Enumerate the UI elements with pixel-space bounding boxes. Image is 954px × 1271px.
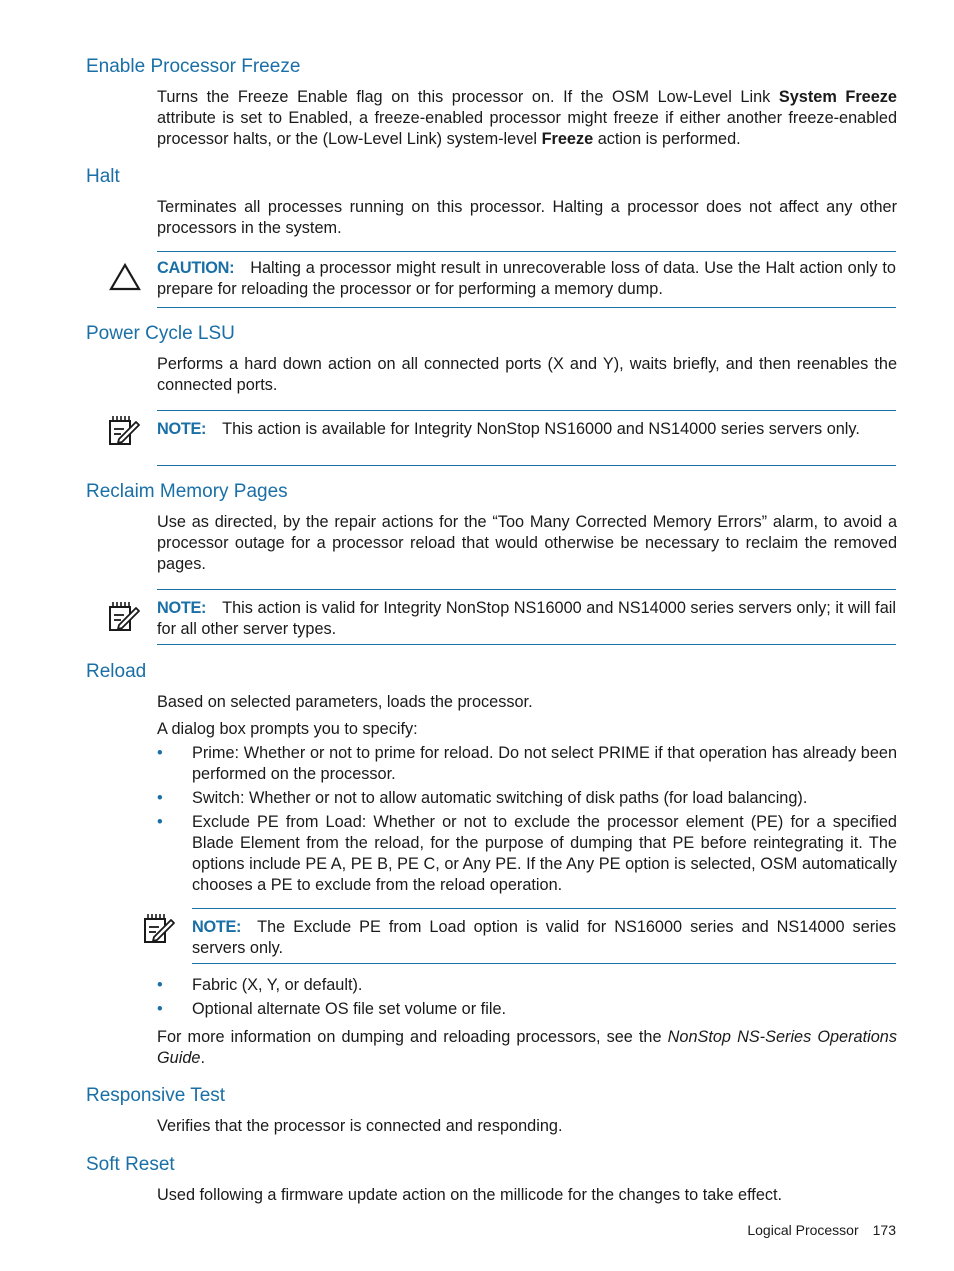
list-item-text: Optional alternate OS file set volume or file.	[192, 1000, 507, 1018]
bullet-dot: •	[157, 1000, 163, 1018]
reclaim-body: Use as directed, by the repair actions for the “Too Many Corrected Memory Errors” alarm, to avoid a processor outage for a processor reload that would otherwise be necessary to reclaim the removed pages.	[157, 513, 897, 573]
heading-reclaim-memory-pages: Reclaim Memory Pages	[86, 481, 288, 502]
list-item	[157, 812, 897, 896]
text-run: .	[200, 1049, 205, 1067]
text-run: attribute is set to Enabled, a freeze-enabled processor might freeze if either another freeze-enabled processor halts, or the (Low-Level Link) system-level	[157, 109, 897, 148]
caution-triangle-icon	[108, 262, 142, 292]
heading-power-cycle-lsu: Power Cycle LSU	[86, 323, 235, 344]
list-item	[157, 788, 897, 809]
page-footer	[733, 1222, 896, 1238]
halt-body: Terminates all processes running on this processor. Halting a processor does not affect any other processors in the system.	[157, 198, 897, 237]
heading-soft-reset: Soft Reset	[86, 1154, 175, 1175]
text-run: action is performed.	[593, 130, 741, 148]
bold-term: Freeze	[541, 130, 594, 148]
reload-more-info	[157, 1027, 897, 1069]
text-run: Turns the Freeze Enable flag on this processor on. If the OSM Low-Level Link	[157, 88, 779, 106]
bullet-dot: •	[157, 813, 163, 831]
footer-section-title: Logical Processor	[747, 1222, 859, 1238]
bullet-dot: •	[157, 976, 163, 994]
bullet-dot: •	[157, 789, 163, 807]
caution-label: CAUTION:	[157, 259, 235, 277]
list-item	[157, 999, 897, 1020]
bold-term: System Freeze	[778, 88, 897, 106]
heading-responsive-test: Responsive Test	[86, 1085, 226, 1106]
note-box-power-cycle	[157, 410, 896, 466]
soft-reset-body: Used following a firmware update action on the millicode for the changes to take effect.	[157, 1186, 783, 1204]
bullet-dot: •	[157, 744, 163, 762]
page-number: 173	[872, 1222, 896, 1238]
caution-text: Halting a processor might result in unrecoverable loss of data. Use the Halt action only to prepare for reloading the processor or for performing a memory dump.	[157, 259, 896, 298]
list-item-text: Prime: Whether or not to prime for reload. Do not select PRIME if that operation has already been performed on the processor.	[192, 744, 897, 783]
list-item-text: Exclude PE from Load: Whether or not to exclude the processor element (PE) for a specified Blade Element from the reload, for the purpose of dumping that PE before reintegrating it. The options include PE A, PE B, PE C, or Any PE. If the Any PE option is selected, OSM automatically chooses a PE to exclude from the reload operation.	[192, 813, 897, 894]
list-item	[157, 975, 897, 996]
note-pad-icon	[107, 600, 141, 634]
note-label: NOTE:	[192, 918, 242, 936]
note-pad-icon	[142, 912, 176, 946]
reload-body-2: A dialog box prompts you to specify:	[157, 720, 418, 738]
text-run: For more information on dumping and reloading processors, see the	[157, 1028, 668, 1046]
list-item-text: Fabric (X, Y, or default).	[192, 976, 363, 994]
note-text: The Exclude PE from Load option is valid for NS16000 series and NS14000 series servers only.	[192, 918, 896, 957]
note-text: This action is available for Integrity NonStop NS16000 and NS14000 series servers only.	[222, 420, 860, 438]
note-pad-icon	[107, 414, 141, 448]
power-cycle-body: Performs a hard down action on all connected ports (X and Y), waits briefly, and then reenables the connected ports.	[157, 355, 897, 394]
note-label: NOTE:	[157, 420, 207, 438]
heading-enable-processor-freeze: Enable Processor Freeze	[86, 56, 301, 77]
italic-title: NonStop NS-Series Operations Guide	[157, 1028, 897, 1067]
reload-body-1: Based on selected parameters, loads the processor.	[157, 693, 533, 711]
note-box-reclaim	[157, 589, 896, 645]
enable-freeze-body	[157, 87, 897, 150]
list-item-text: Switch: Whether or not to allow automatic switching of disk paths (for load balancing).	[192, 789, 808, 807]
responsive-body: Verifies that the processor is connected and responding.	[157, 1117, 563, 1135]
note-label: NOTE:	[157, 599, 207, 617]
heading-halt: Halt	[86, 166, 120, 187]
heading-reload: Reload	[86, 661, 147, 682]
list-item	[157, 743, 897, 785]
note-text: This action is valid for Integrity NonStop NS16000 and NS14000 series servers only; it will fail for all other server types.	[157, 599, 896, 638]
caution-box	[157, 251, 896, 308]
note-box-reload	[192, 908, 896, 964]
